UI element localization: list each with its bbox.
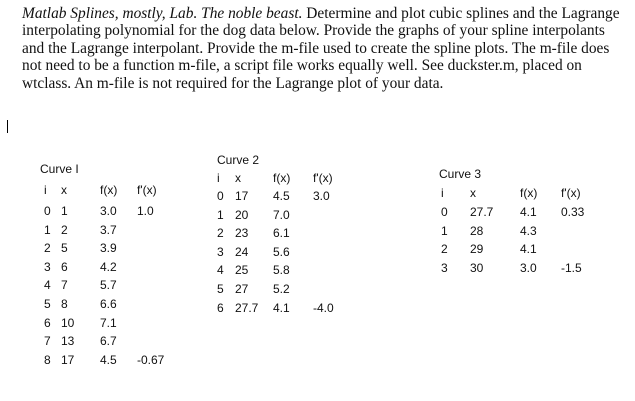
curve1-cell: 4.5 xyxy=(100,352,117,367)
text-cursor xyxy=(7,120,8,133)
curve3-header: f(x) xyxy=(520,186,538,200)
curve1-cell: 4 xyxy=(44,278,51,293)
curve1-cell: 3 xyxy=(44,259,51,274)
curve1-cell: 8 xyxy=(44,352,51,367)
curve3-cell: 3.0 xyxy=(520,260,537,275)
curve1-cell: 7 xyxy=(44,334,51,349)
curve2-cell: 1 xyxy=(217,207,224,222)
curve1-cell: 3.0 xyxy=(100,204,117,218)
curve1-cell: 17 xyxy=(61,352,75,367)
curve2-cell: 24 xyxy=(235,244,249,259)
curve3-cell: 27.7 xyxy=(470,205,494,219)
curve2-cell: 27 xyxy=(235,282,249,296)
curve1-cell: 6.7 xyxy=(100,334,117,349)
curve2-cell: 17 xyxy=(235,189,249,203)
curve1-cell: 2 xyxy=(44,241,51,256)
lab-title: Matlab Splines, mostly, Lab. The noble beast. xyxy=(22,5,303,22)
curve2-cell: 5.6 xyxy=(273,244,290,259)
curve1-header: f(x) xyxy=(100,183,118,197)
curve1-cell: 1 xyxy=(61,204,68,218)
curve3-cell: 0.33 xyxy=(561,205,585,219)
curve2-cell: 4.1 xyxy=(273,300,290,315)
curve2-cell: 27.7 xyxy=(235,300,259,315)
curve3-cell: 30 xyxy=(470,260,484,275)
curve1-header: f'(x) xyxy=(137,183,157,197)
curve3-cell: 4.1 xyxy=(520,242,537,257)
curve1-cell: 2 xyxy=(61,222,68,237)
curve3-cell: -1.5 xyxy=(561,260,582,275)
curve1-cell: 3.9 xyxy=(100,241,117,256)
curve2-cell: 4.5 xyxy=(273,189,290,203)
curve2-cell: 3 xyxy=(217,244,224,259)
curve3-cell: 4.1 xyxy=(520,205,537,219)
curve1-cell: 5.7 xyxy=(100,278,117,293)
instructions-paragraph xyxy=(22,5,622,92)
curve2-cell: 25 xyxy=(235,263,249,278)
curve3-cell: 1 xyxy=(441,223,448,238)
curve2-cell: 3.0 xyxy=(313,189,330,203)
curve2-cell: 5.8 xyxy=(273,263,290,278)
curve2-header: i xyxy=(217,171,220,185)
curve3-header: f'(x) xyxy=(561,186,581,200)
curve2-cell: 6 xyxy=(217,300,224,315)
curve1-cell: 7.1 xyxy=(100,315,117,330)
curve1-cell: -0.67 xyxy=(137,352,165,367)
curve2-cell: 2 xyxy=(217,226,224,241)
curve2-header: x xyxy=(235,171,241,185)
curve2-cell: 5.2 xyxy=(273,282,290,296)
curve2-cell: 4 xyxy=(217,263,224,278)
instructions-text: Determine and plot cubic splines and the Lagrange interpolating polynomial for the dog data below. Provide the graphs of your spline interpolants and the Lagrange interpolant. Provide the m-file used to create the spline plots. The m-file does not need to be a function m-file, a script file works equally well. See duckster.m, placed on wtclass. An m-file is not required for the Lagrange plot of your data. xyxy=(22,5,620,92)
curve2-cell: 5 xyxy=(217,282,224,296)
curve3-header: i xyxy=(441,186,444,200)
curve2-header: f(x) xyxy=(273,171,291,185)
curve1-cell: 1.0 xyxy=(137,204,154,218)
curve3-cell: 0 xyxy=(441,205,448,219)
curve2-cell: 6.1 xyxy=(273,226,290,241)
curve1-cell: 0 xyxy=(44,204,51,218)
curve3-cell: 3 xyxy=(441,260,448,275)
curve1-cell: 8 xyxy=(61,297,68,311)
curve1-cell: 13 xyxy=(61,334,75,349)
curve2-header: f'(x) xyxy=(313,171,333,185)
curve2-cell: 0 xyxy=(217,189,224,203)
curve1-cell: 6 xyxy=(44,315,51,330)
curve3-cell: 2 xyxy=(441,242,448,257)
curve1-cell: 10 xyxy=(61,315,75,330)
curve3-title: Curve 3 xyxy=(439,167,482,181)
curve2-cell: 20 xyxy=(235,207,249,222)
curve2-cell: 7.0 xyxy=(273,207,290,222)
curve1-cell: 3.7 xyxy=(100,222,117,237)
curve2-cell: -4.0 xyxy=(313,300,334,315)
curve1-cell: 5 xyxy=(61,241,68,256)
curve1-cell: 4.2 xyxy=(100,259,117,274)
curve1-cell: 6 xyxy=(61,259,68,274)
curve2-title: Curve 2 xyxy=(217,153,260,167)
curve3-cell: 29 xyxy=(470,242,484,257)
curve1-title: Curve I xyxy=(40,162,79,176)
curve3-header: x xyxy=(470,186,476,200)
curve3-cell: 28 xyxy=(470,223,484,238)
curve2-cell: 23 xyxy=(235,226,249,241)
curve3-cell: 4.3 xyxy=(520,223,537,238)
curve1-header: x xyxy=(61,183,67,197)
curve1-cell: 1 xyxy=(44,222,51,237)
curve1-header: i xyxy=(44,183,47,197)
curve1-cell: 5 xyxy=(44,297,51,311)
curve1-cell: 6.6 xyxy=(100,297,117,311)
curve1-cell: 7 xyxy=(61,278,68,293)
